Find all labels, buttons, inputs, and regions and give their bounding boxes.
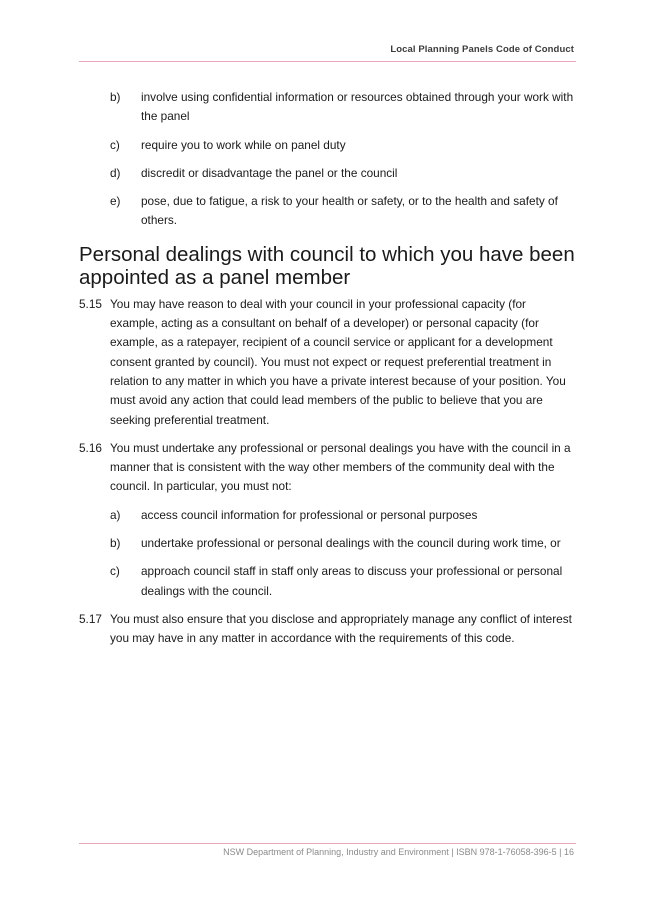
page-body xyxy=(79,88,576,658)
footer-divider xyxy=(79,843,576,844)
clause-number: 5.16 xyxy=(79,440,102,455)
list-item-text: access council information for professional or personal purposes xyxy=(141,507,478,522)
list-item-label: d) xyxy=(110,165,121,180)
list-item xyxy=(79,506,576,525)
list-item-text: require you to work while on panel duty xyxy=(141,137,346,152)
list-item-label: c) xyxy=(110,564,120,579)
list-item xyxy=(79,136,576,155)
list-item xyxy=(79,88,576,127)
list-item-text: approach council staff in staff only areas to discuss your professional or personal dealings with the council. xyxy=(141,564,563,598)
list-item xyxy=(79,164,576,183)
list-item xyxy=(79,192,576,231)
list-item xyxy=(79,534,576,553)
clause-text: You must also ensure that you disclose and appropriately manage any conflict of interest you may have in any matter in accordance with the requirements of this code. xyxy=(110,611,572,646)
clause-5-17 xyxy=(79,610,576,649)
list-item-label: a) xyxy=(110,507,121,522)
clause-text: You may have reason to deal with your council in your professional capacity (for example, acting as a consultant on behalf of a developer) or personal capacity (for example, as a ratepayer, recipient of a council service or applicant for a development consent granted by council). You must not expect or request preferential treatment in relation to any matter in which you have a private interest because of your position. You must avoid any action that could lead members of the public to believe that you are seeking preferential treatment. xyxy=(110,296,566,427)
clause-number: 5.15 xyxy=(79,296,102,311)
header-divider xyxy=(79,61,576,62)
clause-5-16 xyxy=(79,439,576,497)
clause-text: You must undertake any professional or personal dealings you have with the council in a manner that is consistent with the way other members of the community deal with the council. In particular, you must not: xyxy=(110,440,571,494)
list-item-label: e) xyxy=(110,194,121,209)
list-item-label: c) xyxy=(110,137,120,152)
list-item-text: involve using confidential information or resources obtained through your work with the panel xyxy=(141,90,574,124)
list-item xyxy=(79,562,576,601)
page-footer: NSW Department of Planning, Industry and Environment | ISBN 978-1-76058-396-5 | 16 xyxy=(223,847,574,857)
list-item-text: pose, due to fatigue, a risk to your health or safety, or to the health and safety of others. xyxy=(141,194,558,228)
list-item-label: b) xyxy=(110,536,121,551)
section-heading: Personal dealings with council to which you have been appointed as a panel member xyxy=(79,242,575,289)
clause-5-15 xyxy=(79,295,576,430)
running-header: Local Planning Panels Code of Conduct xyxy=(390,44,574,55)
list-item-label: b) xyxy=(110,90,121,104)
list-item-text: undertake professional or personal dealings with the council during work time, or xyxy=(141,536,561,551)
clause-number: 5.17 xyxy=(79,611,102,626)
list-item-text: discredit or disadvantage the panel or the council xyxy=(141,165,398,180)
